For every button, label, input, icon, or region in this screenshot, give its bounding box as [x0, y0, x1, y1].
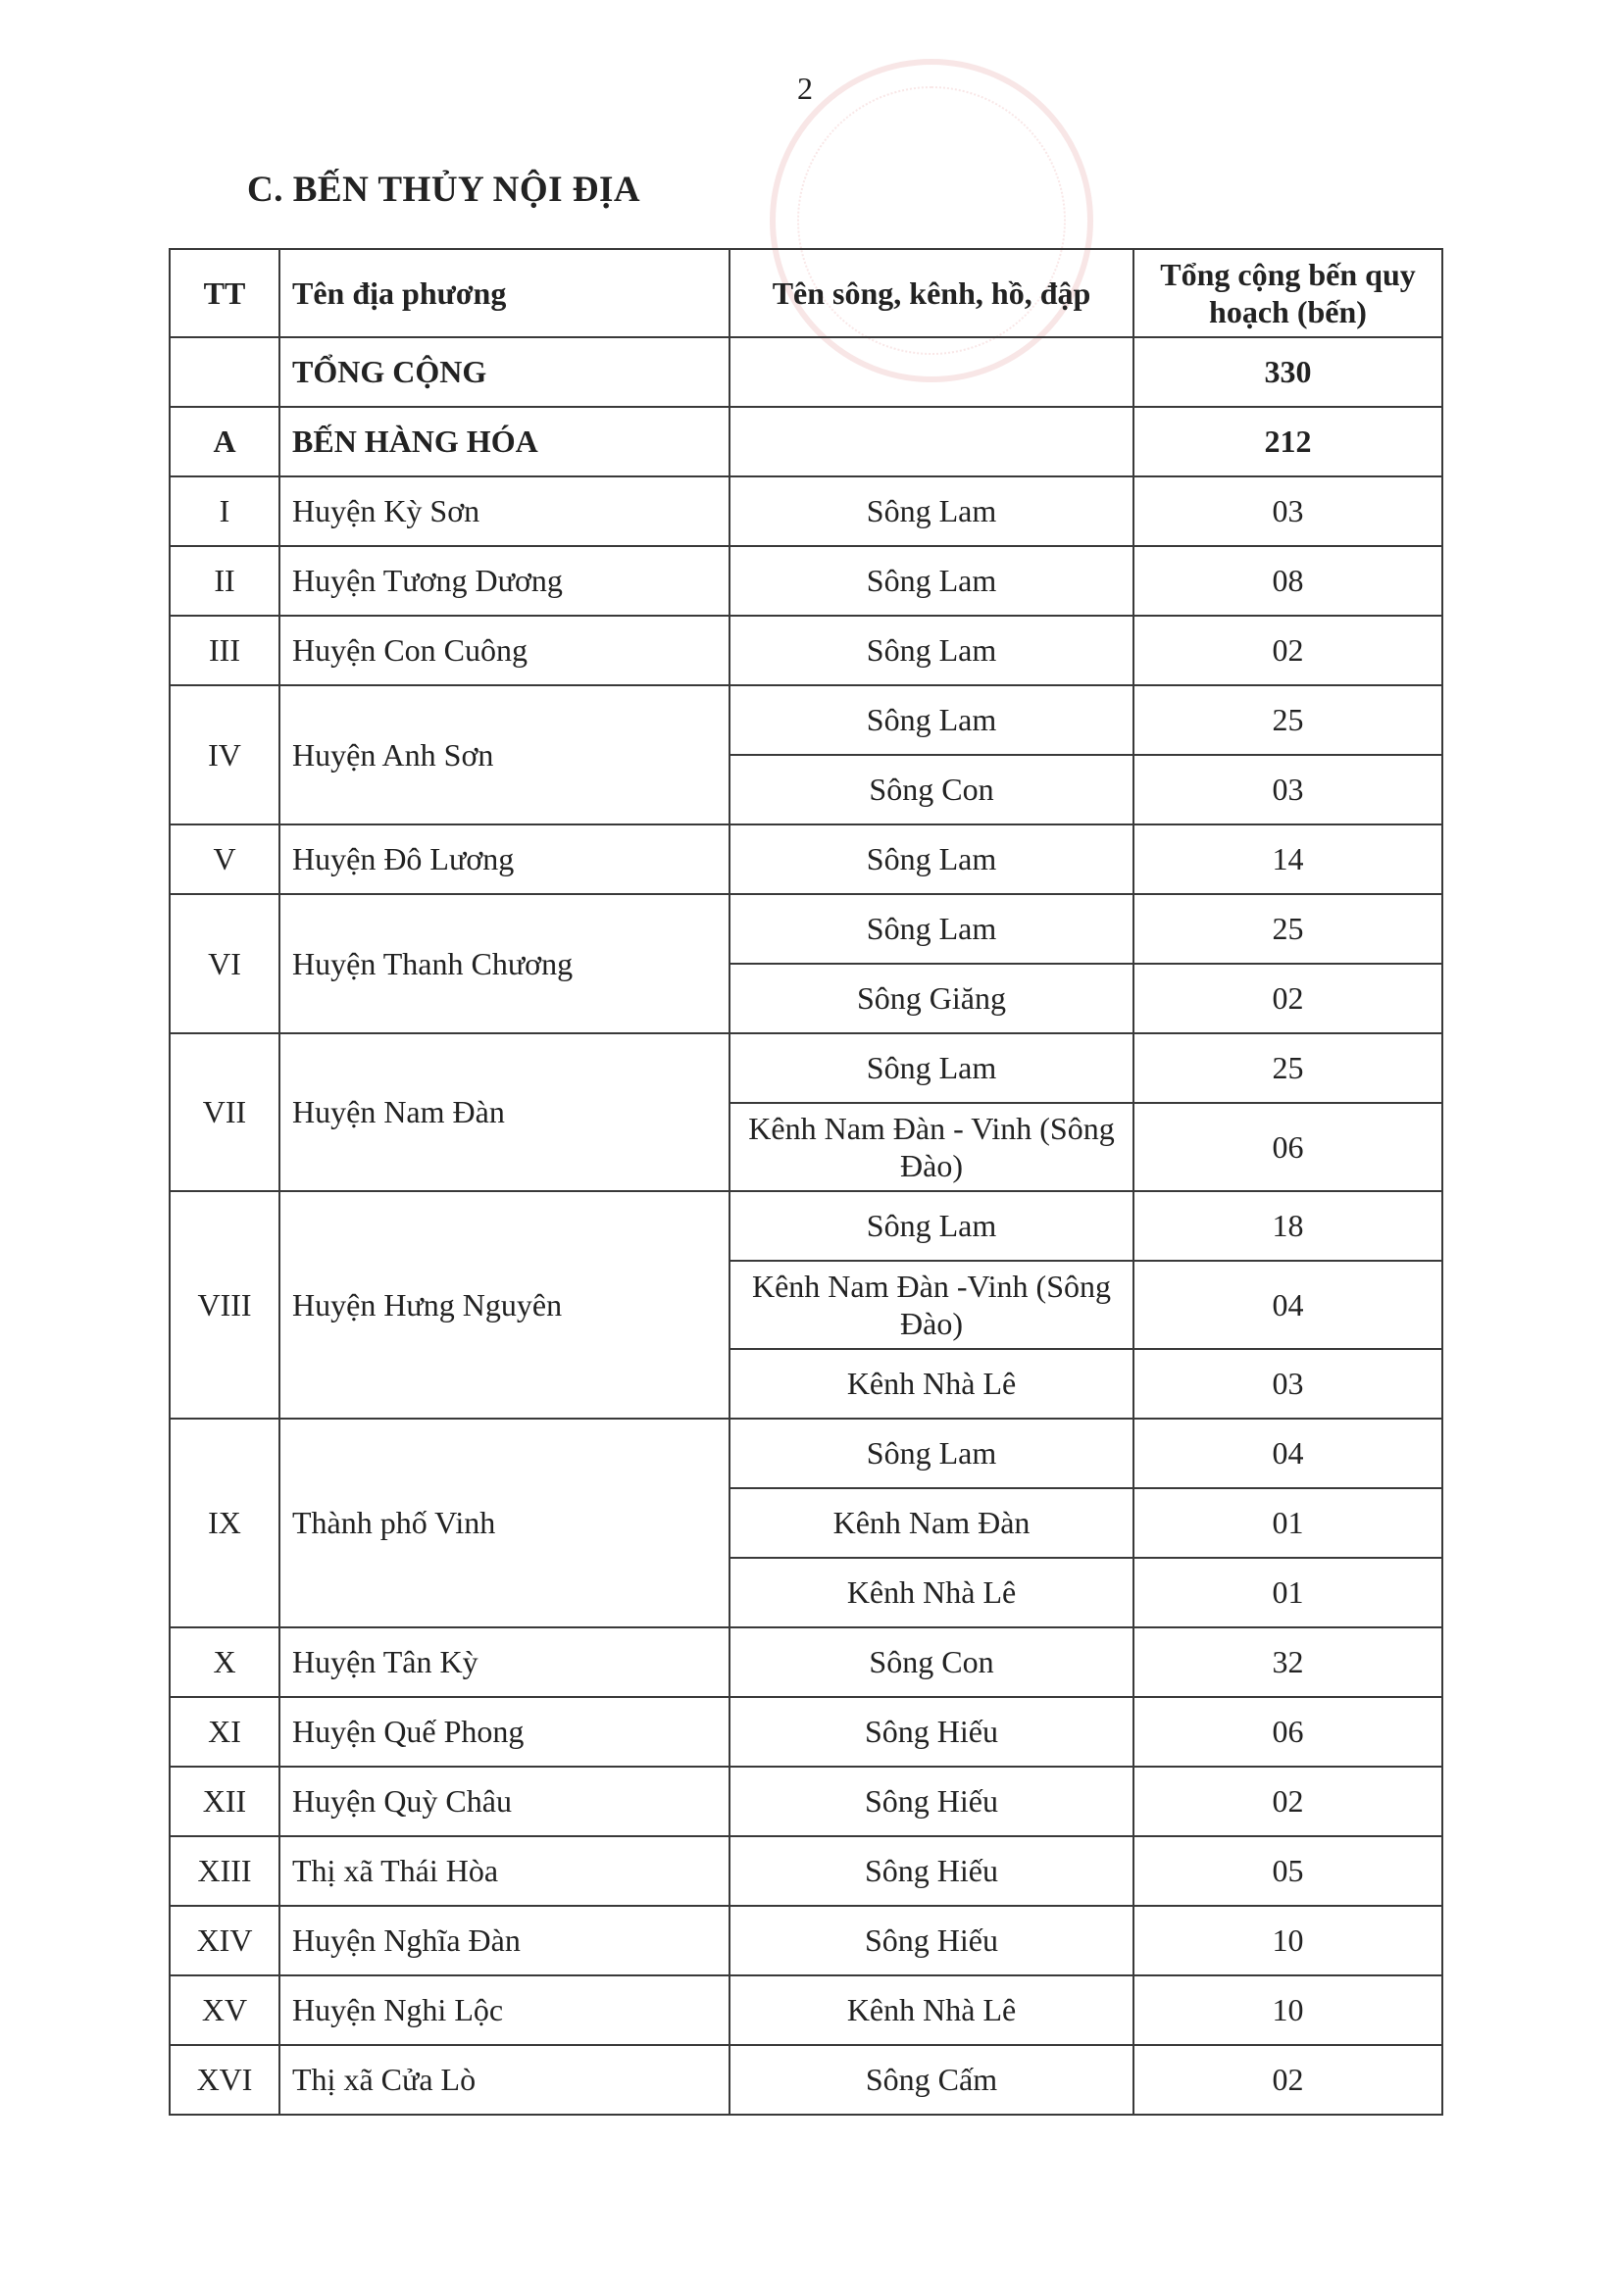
row-location-cell: Huyện Nam Đàn [279, 1033, 730, 1191]
row-count-cell: 06 [1133, 1697, 1442, 1767]
row-count-cell: 10 [1133, 1975, 1442, 2045]
table-row [170, 476, 1442, 546]
row-tt-cell: XV [170, 1975, 279, 2045]
row-tt-cell: IX [170, 1419, 279, 1627]
header-port-count: Tổng cộng bến quy hoạch (bến) [1133, 249, 1442, 337]
total-label: TỔNG CỘNG [279, 337, 730, 407]
row-count-cell: 14 [1133, 824, 1442, 894]
row-location-cell: Huyện Quỳ Châu [279, 1767, 730, 1836]
row-count-cell: 02 [1133, 1767, 1442, 1836]
row-river-cell: Sông Lam [730, 1419, 1133, 1488]
row-river-cell: Sông Con [730, 755, 1133, 824]
row-count-cell: 32 [1133, 1627, 1442, 1697]
row-tt-cell: VII [170, 1033, 279, 1191]
row-tt-cell: XII [170, 1767, 279, 1836]
total-tt-cell [170, 337, 279, 407]
row-river-cell: Sông Lam [730, 546, 1133, 616]
row-river-cell: Sông Lam [730, 476, 1133, 546]
header-location: Tên địa phương [279, 249, 730, 337]
row-tt-cell: XVI [170, 2045, 279, 2115]
row-location-cell: Huyện Đô Lương [279, 824, 730, 894]
row-tt-cell: XIV [170, 1906, 279, 1975]
row-river-cell: Sông Lam [730, 894, 1133, 964]
row-location-cell: Thị xã Thái Hòa [279, 1836, 730, 1906]
row-river-cell: Kênh Nhà Lê [730, 1558, 1133, 1627]
row-location-cell: Huyện Kỳ Sơn [279, 476, 730, 546]
row-river-cell: Kênh Nam Đàn -Vinh (Sông Đào) [730, 1261, 1133, 1349]
row-river-cell: Sông Hiếu [730, 1906, 1133, 1975]
row-river-cell: Sông Con [730, 1627, 1133, 1697]
row-count-cell: 04 [1133, 1261, 1442, 1349]
group-river-cell [730, 407, 1133, 476]
row-count-cell: 02 [1133, 2045, 1442, 2115]
row-river-cell: Kênh Nhà Lê [730, 1349, 1133, 1419]
row-count-cell: 03 [1133, 476, 1442, 546]
table-row [170, 1697, 1442, 1767]
header-tt: TT [170, 249, 279, 337]
row-tt-cell: VI [170, 894, 279, 1033]
row-river-cell: Sông Giăng [730, 964, 1133, 1033]
table-row [170, 1836, 1442, 1906]
row-tt-cell: X [170, 1627, 279, 1697]
row-count-cell: 02 [1133, 616, 1442, 685]
table-header-row [170, 249, 1442, 337]
row-river-cell: Sông Hiếu [730, 1767, 1133, 1836]
row-count-cell: 25 [1133, 894, 1442, 964]
group-label: BẾN HÀNG HÓA [279, 407, 730, 476]
row-count-cell: 03 [1133, 755, 1442, 824]
row-tt-cell: XI [170, 1697, 279, 1767]
group-row [170, 407, 1442, 476]
row-river-cell: Sông Hiếu [730, 1697, 1133, 1767]
row-location-cell: Huyện Quế Phong [279, 1697, 730, 1767]
table-row [170, 1419, 1442, 1488]
row-location-cell: Thị xã Cửa Lò [279, 2045, 730, 2115]
row-river-cell: Kênh Nam Đàn - Vinh (Sông Đào) [730, 1103, 1133, 1191]
total-count: 330 [1133, 337, 1442, 407]
row-count-cell: 05 [1133, 1836, 1442, 1906]
table-row [170, 616, 1442, 685]
row-river-cell: Sông Cấm [730, 2045, 1133, 2115]
row-location-cell: Huyện Tương Dương [279, 546, 730, 616]
total-row [170, 337, 1442, 407]
row-location-cell: Huyện Tân Kỳ [279, 1627, 730, 1697]
row-location-cell: Huyện Anh Sơn [279, 685, 730, 824]
group-tt: A [170, 407, 279, 476]
row-location-cell: Huyện Nghi Lộc [279, 1975, 730, 2045]
row-count-cell: 08 [1133, 546, 1442, 616]
row-count-cell: 06 [1133, 1103, 1442, 1191]
row-river-cell: Kênh Nhà Lê [730, 1975, 1133, 2045]
table-row [170, 1627, 1442, 1697]
row-count-cell: 03 [1133, 1349, 1442, 1419]
row-river-cell: Sông Lam [730, 616, 1133, 685]
row-tt-cell: VIII [170, 1191, 279, 1419]
row-count-cell: 01 [1133, 1488, 1442, 1558]
page-number: 2 [797, 71, 813, 106]
inland-ports-table [169, 248, 1443, 2116]
table-row [170, 546, 1442, 616]
table-row [170, 894, 1442, 964]
table-row [170, 1191, 1442, 1261]
section-title: C. BẾN THỦY NỘI ĐỊA [247, 170, 641, 210]
header-river: Tên sông, kênh, hồ, đập [730, 249, 1133, 337]
table-row [170, 1906, 1442, 1975]
row-river-cell: Sông Lam [730, 1033, 1133, 1103]
table-row [170, 1767, 1442, 1836]
table-row [170, 824, 1442, 894]
row-count-cell: 25 [1133, 685, 1442, 755]
row-count-cell: 01 [1133, 1558, 1442, 1627]
row-river-cell: Kênh Nam Đàn [730, 1488, 1133, 1558]
row-tt-cell: XIII [170, 1836, 279, 1906]
row-location-cell: Huyện Hưng Nguyên [279, 1191, 730, 1419]
group-count: 212 [1133, 407, 1442, 476]
row-location-cell: Thành phố Vinh [279, 1419, 730, 1627]
row-river-cell: Sông Lam [730, 1191, 1133, 1261]
row-river-cell: Sông Hiếu [730, 1836, 1133, 1906]
row-location-cell: Huyện Nghĩa Đàn [279, 1906, 730, 1975]
row-count-cell: 02 [1133, 964, 1442, 1033]
row-count-cell: 25 [1133, 1033, 1442, 1103]
table-row [170, 2045, 1442, 2115]
row-river-cell: Sông Lam [730, 685, 1133, 755]
row-count-cell: 10 [1133, 1906, 1442, 1975]
row-count-cell: 04 [1133, 1419, 1442, 1488]
row-river-cell: Sông Lam [730, 824, 1133, 894]
table-row [170, 685, 1442, 755]
row-tt-cell: II [170, 546, 279, 616]
row-count-cell: 18 [1133, 1191, 1442, 1261]
row-tt-cell: I [170, 476, 279, 546]
row-location-cell: Huyện Con Cuông [279, 616, 730, 685]
row-location-cell: Huyện Thanh Chương [279, 894, 730, 1033]
table-row [170, 1975, 1442, 2045]
table-row [170, 1033, 1442, 1103]
row-tt-cell: IV [170, 685, 279, 824]
row-tt-cell: V [170, 824, 279, 894]
total-river-cell [730, 337, 1133, 407]
row-tt-cell: III [170, 616, 279, 685]
